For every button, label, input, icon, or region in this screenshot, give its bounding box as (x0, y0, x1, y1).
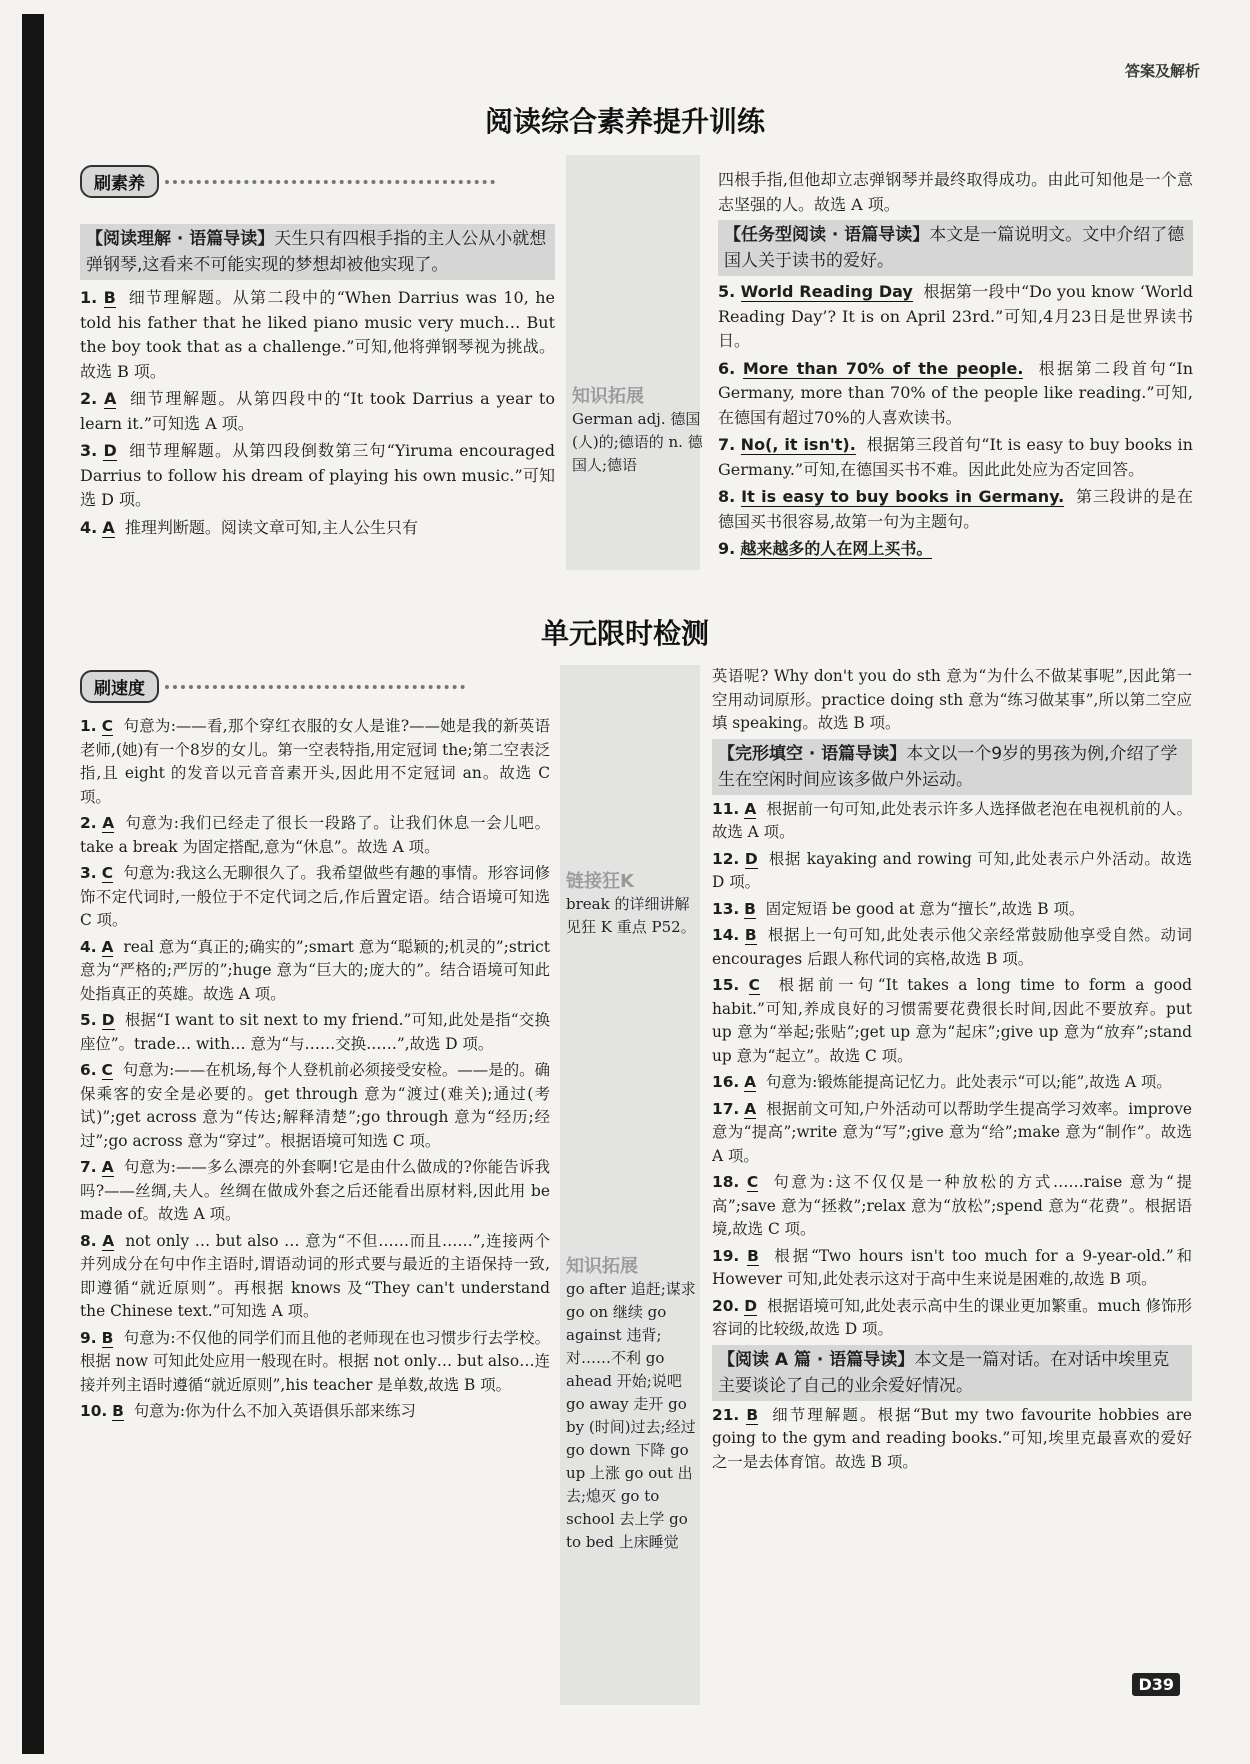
item-answer: B (746, 1405, 759, 1424)
item-number: 7. (80, 1158, 97, 1176)
item-answer: C (101, 717, 114, 735)
item-number: 2. (80, 814, 97, 832)
item-text: 句意为:我们已经走了很长一段路了。让我们休息一会儿吧。take a break 为固定搭配,意为“休息”。故选 A 项。 (80, 814, 550, 856)
item-number: 10. (80, 1402, 108, 1420)
item-answer: A (744, 1099, 757, 1118)
item-text: 句意为:你为什么不加入英语俱乐部来练习 (133, 1402, 416, 1420)
item-text: 根据语境可知,此处表示高中生的课业更加繁重。much 修饰形容词的比较级,故选 D 项。 (712, 1296, 1192, 1338)
item-number: 5. (718, 282, 736, 301)
reading-guide (718, 220, 1193, 276)
item-number: 4. (80, 517, 98, 537)
note-text: break 的详细讲解见狂 K 重点 P52。 (566, 895, 696, 936)
item-number: 6. (718, 358, 736, 378)
answer-item (712, 898, 1192, 922)
margin-strip (566, 155, 700, 570)
answer-item (712, 1295, 1192, 1342)
item-text: 根据前文可知,户外活动可以帮助学生提高学习效率。improve 意为“提高”;write 意为“写”;give 意为“给”;make 意为“制作”。故选 A 项。 (712, 1099, 1192, 1165)
item-number: 13. (712, 899, 740, 918)
item-text: 句意为:我这么无聊很久了。我希望做些有趣的事情。形容词修饰不定代词时,一般位于不定代词之后,作后置定语。结合语境可知选 C 项。 (80, 864, 550, 929)
item-text: real 意为“真正的;确实的”;smart 意为“聪颖的;机灵的”;strict 意为“严格的;严厉的”;huge 意为“巨大的;庞大的”。结合语境可知此处指真正的英雄。故选 A 项。 (80, 937, 550, 1003)
guide-text: 本文是一篇对话。在对话中埃里克主要谈论了自己的业余爱好情况。 (718, 1349, 1170, 1396)
item-number: 20. (712, 1296, 740, 1315)
item-text: 根据 kayaking and rowing 可知,此处表示户外活动。故选 D 项。 (712, 849, 1192, 891)
item-text: 根据“I want to sit next to my friend.”可知,此处是指“交换座位”。trade… with… 意为“与……交换……”,故选 D 项。 (80, 1011, 550, 1053)
item-answer: A (101, 937, 114, 956)
item-text: 根据第三段首句“It is easy to buy books in Germany.”可知,在德国买书不难。因此此处应为否定回答。 (718, 435, 1193, 479)
item-number: 5. (80, 1011, 97, 1029)
right-column-2 (712, 665, 1192, 1477)
page-number: D39 (1132, 1673, 1180, 1696)
answer-item (712, 924, 1192, 971)
item-answer: B (112, 1402, 124, 1420)
item-answer: B (101, 1328, 114, 1347)
answer-item (80, 439, 555, 513)
item-answer: C (748, 976, 760, 994)
answer-item (712, 798, 1192, 845)
item-number: 1. (80, 717, 97, 735)
answer-item (712, 1171, 1192, 1242)
item-answer: More than 70% of the people. (742, 358, 1024, 378)
answer-item (712, 1404, 1192, 1475)
item-text: not only … but also … 意为“不但……而且……”,连接两个并列成分在句中作主语时,谓语动词的形式要与最近的主语保持一致,即遵循“就近原则”。再根据 knows 及“They can't understand the Chinese text.”可知选 A 项。 (80, 1231, 550, 1320)
note-knowledge (572, 385, 704, 477)
right-column-1 (718, 168, 1193, 565)
banner-dots (165, 685, 465, 689)
answer-item (80, 1156, 550, 1227)
item-text: 细节理解题。从第二段中的“When Darrius was 10, he told his father that he liked piano music very much… But the boy took that as a challenge.”可知,他将弹钢琴视为挑战。故选 B 项。 (80, 288, 555, 381)
item-answer: 越来越多的人在网上买书。 (740, 539, 933, 558)
answer-item (712, 1071, 1192, 1095)
note-heading: 链接狂K (566, 871, 634, 892)
item-text: 句意为:——在机场,每个人登机前必须接受安检。——是的。确保乘客的安全是必要的。get through 意为“渡过(难关);通过(考试)”;get across 意为“传达;解释清楚”;go through 意为“经历;经过”;go across 意为“穿过”。根据语境可知选 C 项。 (80, 1061, 550, 1150)
item-answer: No(, it isn't). (740, 435, 856, 454)
item-text: 细节理解题。从第四段中的“It took Darrius a year to learn it.”可知选 A 项。 (80, 389, 555, 433)
answer-item (718, 357, 1193, 431)
section-title: 阅读综合素养提升训练 (484, 105, 765, 138)
item-answer: B (747, 1246, 759, 1265)
item-answer: A (104, 389, 117, 408)
item-text: 根据上一句可知,此处表示他父亲经常鼓励他享受自然。动词 encourages 后跟人称代词的宾格,故选 B 项。 (712, 926, 1192, 968)
item-text: 固定短语 be good at 意为“擅长”,故选 B 项。 (765, 899, 1085, 918)
page-header: 答案及解析 (1124, 62, 1200, 80)
answer-item (80, 1059, 550, 1153)
answer-item (80, 715, 550, 809)
answer-item (80, 936, 550, 1007)
item-answer: A (101, 1158, 114, 1176)
item-text: 根据“Two hours isn't too much for a 9-year-old.”和 However 可知,此处表示这对于高中生来说是困难的,故选 B 项。 (712, 1246, 1192, 1288)
item-text: 句意为:锻炼能提高记忆力。此处表示“可以;能”,故选 A 项。 (765, 1073, 1172, 1091)
item-number: 17. (712, 1099, 740, 1118)
reading-a-guide (712, 1345, 1192, 1401)
item-answer: A (744, 1073, 757, 1091)
note-heading: 知识拓展 (566, 1256, 638, 1277)
answer-item (80, 1009, 550, 1056)
answer-item (712, 1245, 1192, 1292)
item-text: 推理判断题。阅读文章可知,主人公生只有 (124, 517, 418, 537)
answer-item (80, 812, 550, 859)
item-answer: D (744, 1296, 758, 1315)
section-title: 单元限时检测 (540, 617, 709, 650)
item-answer: A (102, 517, 115, 537)
item-answer: C (746, 1173, 759, 1191)
guide-text: 本文以一个9岁的男孩为例,介绍了学生在空闲时间应该多做户外运动。 (718, 743, 1178, 790)
banner-tag: 刷素养 (80, 165, 159, 198)
item-text: 细节理解题。从第四段倒数第三句“Yiruma encouraged Darrius to follow his dream of playing his own music.”可知选 D 项。 (80, 441, 555, 509)
item-answer: B (744, 899, 756, 918)
item-answer: A (744, 799, 757, 818)
item-text: 细节理解题。根据“But my two favourite hobbies are going to the gym and reading books.”可知,埃里克最喜欢的爱好之一是去体育馆。故选 B 项。 (712, 1405, 1192, 1471)
item-answer: B (744, 926, 757, 944)
reading-guide (80, 224, 555, 280)
item-answer: D (744, 849, 758, 868)
answer-item (712, 1098, 1192, 1169)
guide-label: 【完形填空 · 语篇导读】 (718, 743, 907, 764)
item-answer: C (101, 864, 113, 882)
guide-label: 【任务型阅读 · 语篇导读】 (724, 225, 930, 245)
item-text: 第三段讲的是在德国买书很容易,故第一句为主题句。 (718, 487, 1193, 531)
section-banner (80, 165, 495, 198)
item-text: 根据第二段首句“In Germany, more than 70% of the people like reading.”可知,在德国有超过70%的人喜欢读书。 (718, 358, 1194, 427)
item-answer: A (102, 1231, 115, 1250)
guide-label: 【阅读理解 · 语篇导读】 (86, 229, 275, 249)
item-number: 8. (718, 487, 736, 506)
item-answer: It is easy to buy books in Germany. (741, 487, 1065, 506)
answer-item (80, 286, 555, 384)
note-link (566, 870, 700, 939)
item-number: 9. (80, 1328, 97, 1347)
continued-text: 英语呢? Why don't you do sth 意为“为什么不做某事呢”,因此第一空用动词原形。practice doing sth 意为“练习做某事”,所以第二空应填 speaking。故选 B 项。 (712, 667, 1192, 732)
left-column-1 (80, 224, 555, 543)
banner-tag: 刷速度 (80, 670, 159, 703)
item-text: 根据前一句可知,此处表示许多人选择做老泡在电视机前的人。故选 A 项。 (712, 799, 1192, 841)
cloze-guide (712, 739, 1192, 795)
item-number: 12. (712, 849, 740, 868)
item-answer: World Reading Day (740, 282, 913, 301)
guide-text: 天生只有四根手指的主人公从小就想弹钢琴,这看来不可能实现的梦想却被他实现了。 (86, 229, 547, 275)
item-number: 3. (80, 441, 98, 460)
item-number: 4. (80, 937, 97, 956)
item-answer: C (101, 1061, 113, 1079)
note-knowledge (566, 1255, 700, 1554)
page-edge-bar (22, 14, 44, 1754)
answer-item (80, 862, 550, 933)
item-text: 句意为:这不仅仅是一种放松的方式……raise 意为“提高”;save 意为“拯救”;relax 意为“放松”;spend 意为“花费”。根据语境,故选 C 项。 (712, 1173, 1192, 1238)
answer-item (718, 537, 1193, 562)
item-text: 句意为:——多么漂亮的外套啊!它是由什么做成的?你能告诉我吗?——丝绸,夫人。丝绸在做成外套之后还能看出原材料,因此用 be made of。故选 A 项。 (80, 1158, 550, 1223)
item-answer: D (103, 441, 117, 460)
item-text: 根据第一段中“Do you know ‘World Reading Day’? It is on April 23rd.”可知,4月23日是世界读书日。 (718, 282, 1194, 350)
answer-item (80, 1400, 550, 1424)
banner-dots (165, 180, 495, 184)
answer-item (80, 1230, 550, 1324)
answer-item (80, 516, 555, 541)
item-answer: D (101, 1011, 115, 1029)
item-number: 6. (80, 1061, 97, 1079)
item-text: 句意为:不仅他的同学们而且他的老师现在也习惯步行去学校。根据 now 可知此处应用一般现在时。根据 not only… but also…连接并列主语时遵循“就近原则”,his teacher 是单数,故选 B 项。 (80, 1328, 550, 1394)
item-number: 18. (712, 1173, 740, 1191)
item-number: 14. (712, 926, 740, 944)
guide-text: 本文是一篇说明文。文中介绍了德国人关于读书的爱好。 (724, 225, 1185, 271)
answer-item (718, 433, 1193, 482)
note-text: go after 追赶;谋求 go on 继续 go against 违背;对……不利 go ahead 开始;说吧 go away 走开 go by (时间)过去;经过 go down 下降 go up 上涨 go out 出去;熄灭 go to school 去上学 go to bed 上床睡觉 (566, 1280, 696, 1551)
item-number: 11. (712, 799, 740, 818)
item-number: 16. (712, 1073, 740, 1091)
answer-item (718, 485, 1193, 534)
item-number: 1. (80, 288, 98, 307)
answer-item (712, 848, 1192, 895)
item-number: 8. (80, 1231, 97, 1250)
section-banner (80, 670, 465, 703)
answer-item (718, 280, 1193, 354)
item-number: 3. (80, 864, 97, 882)
item-number: 15. (712, 976, 740, 994)
answer-item (80, 1327, 550, 1398)
item-answer: A (102, 814, 115, 832)
item-number: 7. (718, 435, 736, 454)
answer-item (712, 974, 1192, 1068)
item-answer: B (103, 288, 116, 307)
answer-item (80, 387, 555, 436)
item-number: 19. (712, 1246, 740, 1265)
continued-text: 四根手指,但他却立志弹钢琴并最终取得成功。由此可知他是一个意志坚强的人。故选 A 项。 (718, 170, 1193, 214)
item-number: 2. (80, 389, 98, 408)
note-heading: 知识拓展 (572, 386, 644, 407)
item-number: 21. (712, 1405, 740, 1424)
item-text: 根据前一句“It takes a long time to form a good habit.”可知,养成良好的习惯需要花费很长时间,因此不要放弃。put up 意为“举起;张贴”;get up 意为“起床”;give up 意为“放弃”;stand up 意为“起立”。故选 C 项。 (712, 976, 1192, 1065)
guide-label: 【阅读 A 篇 · 语篇导读】 (718, 1349, 915, 1370)
item-number: 9. (718, 539, 736, 558)
note-text: German adj. 德国(人)的;德语的 n. 德国人;德语 (572, 410, 703, 474)
left-column-2 (80, 715, 550, 1427)
item-text: 句意为:——看,那个穿红衣服的女人是谁?——她是我的新英语老师,(她)有一个8岁的女儿。第一空表特指,用定冠词 the;第二空表泛指,且 eight 的发音以元音音素开头,因此用不定冠词 an。故选 C 项。 (80, 717, 550, 806)
